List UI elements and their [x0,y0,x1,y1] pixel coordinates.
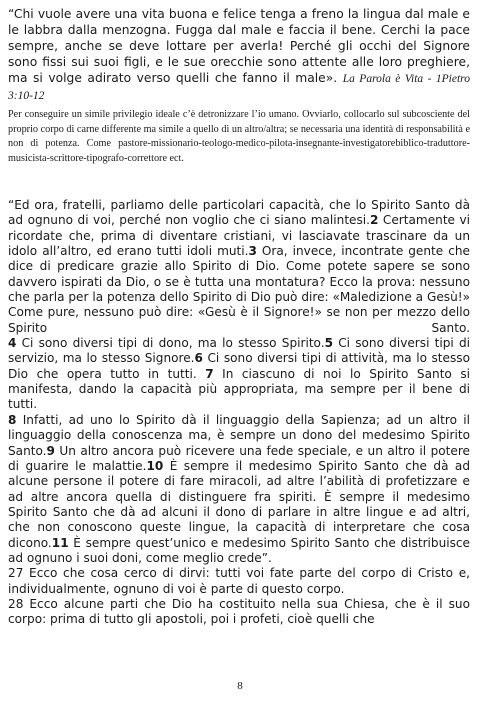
verse-number: 4 [8,336,17,351]
paragraph-4: 27 Ecco che cosa cerco di dirvi: tutti voi fate parte del corpo di Cristo e, individualmente, ognuno di voi è parte di questo corpo. [8,566,470,596]
scripture-quote [8,6,470,104]
verse-number: 3 [248,244,257,259]
verse-number: 8 [8,412,17,427]
intro-paragraph: Per conseguire un simile privilegio ideale c’è detronizzare l’io umano. Ovviarlo, collocarlo sul subcosciente del proprio corpo di carne differente ma simile a quello di un altro/altra; se necessaria una identità di responsabilità e non di potenza. Come pastore-missionario-teologo-medico-pilota-insegnante-investigatorebiblico-traduttore-musicista-scrittore-tipografo-correttore ect. [8,109,470,164]
paragraph-3: 8 Infatti, ad uno lo Spirito dà il linguaggio della Sapienza; ad un altro il linguaggio della conoscenza ma, è sempre un dono del medesimo Spirito Santo.9 Un altro ancora può ricevere una fede speciale, e un altro il potere di guarire le malattie.10 È sempre il medesimo Spirito Santo che dà ad alcune persone il potere di fare miracoli, ad altre l’abilità di profetizzare e ad altre ancora quella di distinguere fra spiriti. È sempre il medesimo Spirito Santo che dà ad alcuni il dono di parlare in altre lingue e ad altri, che non conoscono queste lingue, la capacità di interpretare che cosa dicono.11 È sempre quest’unico e medesimo Spirito Santo che distribuisce ad ognuno i suoi doni, come meglio crede”. [8,412,470,565]
verse-number: 7 [205,366,214,381]
quote-text: “Chi vuole avere una vita buona e felice tenga a freno la lingua dal male e le labbra dalla menzogna. Fugga dal male e faccia il bene. Cerchi la pace sempre, anche se deve lottare per averla! Perché gli occhi del Signore sono fissi sui suoi figli, e le sue orecchie sono attente alle loro preghiere, ma si volge adirato verso quelli che fanno il male». [8,7,470,85]
verse-number: 10 [146,458,164,473]
verse-number: 9 [46,443,55,458]
verse-number: 11 [51,535,69,550]
verse-number: 6 [194,351,203,366]
main-text [8,198,470,628]
paragraph-2: 4 Ci sono diversi tipi di dono, ma lo stesso Spirito.5 Ci sono diversi tipi di servizio, ma lo stesso Signore.6 Ci sono diversi tipi di attività, ma lo stesso Dio che opera tutto in tutti. 7 In ciascuno di noi lo Spirito Santo si manifesta, dando la capacità più appropriata, ma sempre per il bene di tutti. [8,336,471,412]
paragraph-1: “Ed ora, fratelli, parliamo delle particolari capacità, che lo Spirito Santo dà ad ognuno di voi, perché non voglio che ci siano malintesi.2 Certamente vi ricordate che, prima di diventare cristiani, vi lasciavate trascinare da un idolo all’altro, ed erano tutti idoli muti.3 Ora, invece, incontrate gente che dice di predicare grazie allo Spirito di Dio. Come potete sapere se sono davvero ispirati da Dio, o se è tutta una montatura? Ecco la prova: nessuno che parla per la potenza dello Spirito di Dio può dire: «Maledizione a Gesù!» Come pure, nessuno può dire: «Gesù è il Signore!» se non per mezzo dello Spirito Santo. [8,198,470,335]
verse-number: 5 [324,336,334,351]
page-number: 8 [237,680,243,692]
quote-reference: La Parola è Vita - 1Pietro 3:10-12 [8,73,470,102]
verse-number: 2 [370,213,379,228]
paragraph-5: 28 Ecco alcune parti che Dio ha costituito nella sua Chiesa, che è il suo corpo: prima di tutto gli apostoli, poi i profeti, cioè quelli che [8,596,470,627]
